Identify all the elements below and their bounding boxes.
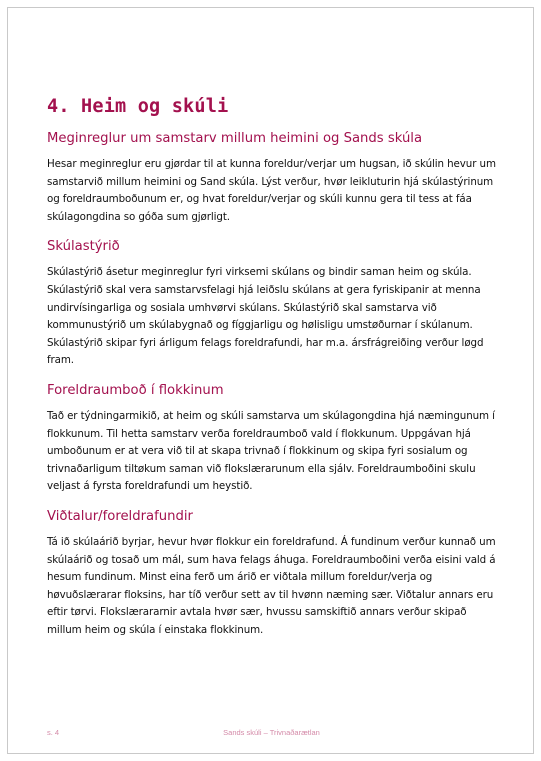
section-heading: Meginreglur um samstarv millum heimini og Sands skúla [47,131,423,146]
section-paragraph: Tað er týdningarmikið, at heim og skúli samstarva um skúlagongdina hjá næmingunum í flokkunum. Til hetta samstarv verða foreldraumboð vald í flokkunum. Uppgávan hjá umboðunum er at vera við til at skapa trivnað í flokkinum og skipa fyri sosialum og trivnaðarligum tiltøkum saman við flokslærarunum ella sjálv. Foreldraumboðini skulu veljast á fyrsta foreldrafundi um heystið. [47,409,495,493]
section-paragraph: Skúlastýrið ásetur meginreglur fyri virksemi skúlans og bindir saman heim og skúla. Skúlastýrið skal vera samstarvsfelagi hjá leiðslu skúlans at gera fyriskipanir at menna undirvísingarliga og sosiala umhvørvi skúlans. Skúlastýrið skal samstarva við kommunustýrið um skúlabygnað og fíggjarligu og hølisligu umstøðurnar í skúlanum. Skúlastýrið skipar fyri árligum felags foreldrafundi, har m.a. ársfrágreiðing verður løgd fram. [47,266,484,367]
section-paragraph: Tá ið skúlaárið byrjar, hevur hvør flokkur ein foreldrafund. Á fundinum verður kunnað um skúlaárið og tosað um mál, sum hava felags áhuga. Foreldraumboðini verða eisini vald á hesum fundinum. Minst eina ferð um árið er viðtala millum foreldur/verja og høvuðslærarar floksins, har tíð verður sett av til hvønn næming sær. Viðtalur annars eru eftir tørvi. Flokslærararnir avtala hvør sær, hvussu samskiftið annars verður skipað millum heim og skúla í einstaka flokkinum. [47,535,496,636]
footer-document-title: Sands skúli – Trivnaðarætlan [223,728,320,737]
section-heading: Foreldraumboð í flokkinum [47,382,224,398]
section-heading: Skúlastýrið [47,239,120,255]
section-paragraph: Hesar meginreglur eru gjørdar til at kunna foreldur/verjar um hugsan, ið skúlin hevur um samstarvið millum heimini og Sand skúla. Lýst verður, hvør leikluturin hjá skúlastýrinum og foreldraumboðunum er, og hvat foreldur/verjar og skúli kunnu gera til tess at fáa skúlagongdina so góða sum gjørligt. [47,158,496,223]
document-page [7,7,534,754]
section-heading: Viðtalur/foreldrafundir [47,508,193,524]
footer-page-number: s. 4 [47,728,60,737]
page-title: 4. Heim og skúli [47,96,229,117]
document-content [47,96,499,651]
